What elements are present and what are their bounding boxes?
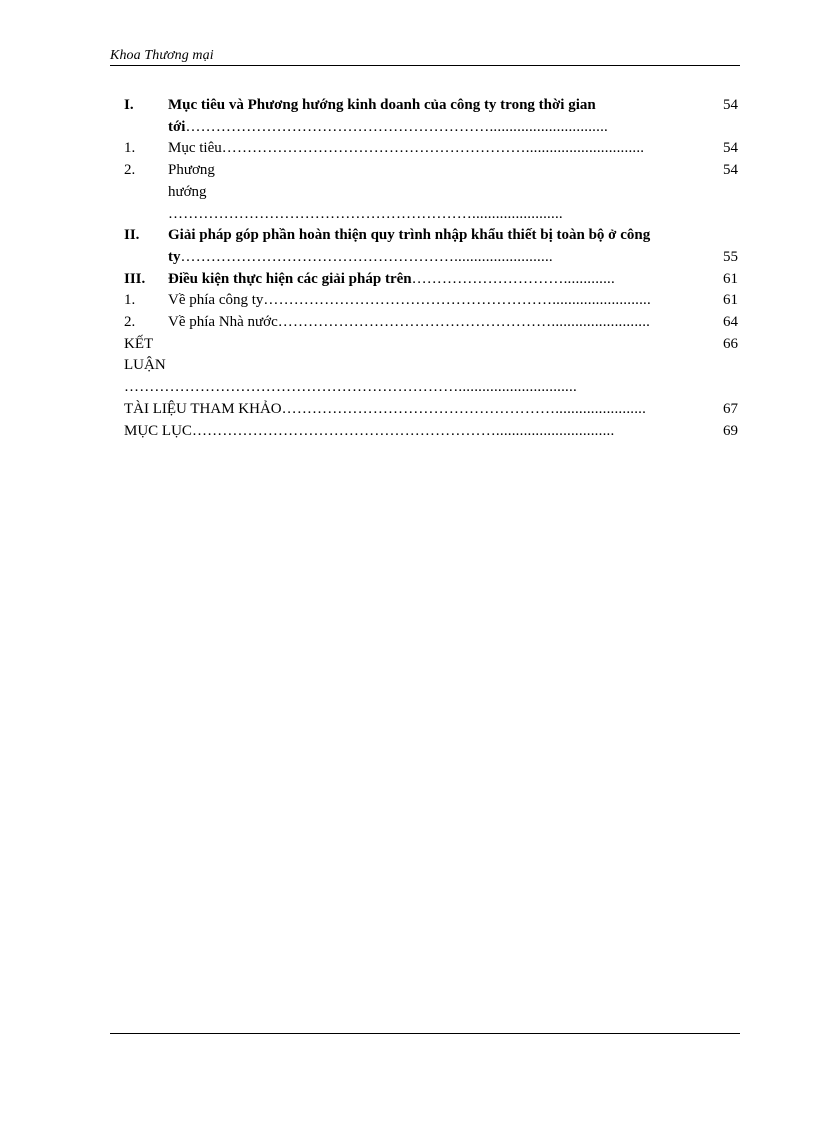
toc-entry-page: 64 <box>723 314 738 331</box>
toc-entry-title <box>168 95 690 138</box>
toc-leader-dots: …………………………………………………….............................. <box>221 140 645 157</box>
toc-leader-dots: …………………………………………………….............................. <box>185 118 608 135</box>
table-of-contents <box>124 95 738 442</box>
toc-entry-title <box>168 225 690 268</box>
toc-entry <box>124 312 738 334</box>
toc-entry <box>124 290 738 312</box>
toc-entry <box>124 269 738 291</box>
toc-entry-text: Giải pháp góp phần hoàn thiện quy trình nhập khẩu thiết bị toàn bộ ở công ty <box>168 227 651 265</box>
toc-entry-number: 2. <box>124 162 136 179</box>
toc-entry-page: 69 <box>723 422 738 439</box>
toc-entry-text: Mục tiêu <box>168 140 222 157</box>
toc-entry <box>124 138 738 160</box>
header-title: Khoa Thương mại <box>110 48 214 63</box>
toc-entry-title <box>124 421 690 443</box>
toc-entry-page: 66 <box>723 335 738 352</box>
toc-entry-page: 54 <box>723 162 738 179</box>
toc-entry <box>124 160 738 225</box>
toc-leader-dots: …………………………………………………......................... <box>263 292 651 309</box>
toc-leader-dots: ………………………………………………....................... <box>281 400 647 417</box>
toc-entry-text: MỤC LỤC <box>124 422 192 439</box>
toc-entry-text: KẾT LUẬN <box>124 335 166 374</box>
toc-entry-title <box>168 160 690 225</box>
toc-entry-number: I. <box>124 97 134 113</box>
toc-entry <box>124 334 738 399</box>
toc-entry-title <box>168 269 690 291</box>
footer-divider <box>110 1033 740 1034</box>
toc-entry-page: 54 <box>723 97 738 113</box>
toc-entry <box>124 95 738 138</box>
toc-entry-text: Về phía Nhà nước <box>168 314 278 331</box>
toc-leader-dots: ……………………………………………………....................... <box>168 205 563 222</box>
toc-entry-title <box>124 399 690 421</box>
toc-entry-number: 1. <box>124 292 136 309</box>
toc-entry-title <box>168 290 690 312</box>
toc-leader-dots: …………………………............. <box>411 270 615 287</box>
toc-entry-number: 1. <box>124 140 136 157</box>
toc-leader-dots: ………………………………………………......................... <box>277 314 651 331</box>
toc-entry-text: Mục tiêu và Phương hướng kinh doanh của công ty trong thời gian tới <box>168 97 596 135</box>
page-header <box>110 46 740 66</box>
toc-entry-page: 55 <box>723 248 738 265</box>
toc-entry-text: Về phía công ty <box>168 292 264 309</box>
toc-entry-text: Phương hướng <box>168 162 215 200</box>
toc-entry-title <box>168 138 690 160</box>
toc-entry <box>124 421 738 443</box>
toc-entry-page: 67 <box>723 400 738 417</box>
toc-entry-page: 61 <box>723 270 738 287</box>
toc-entry-number: III. <box>124 270 146 287</box>
toc-leader-dots: ………………………………………………………….............................. <box>124 379 577 396</box>
toc-leader-dots: …………………………………………………….............................. <box>191 422 615 439</box>
toc-entry-text: TÀI LIỆU THAM KHẢO <box>124 400 282 417</box>
toc-entry-title <box>124 334 690 399</box>
toc-entry-page: 61 <box>723 292 738 309</box>
toc-entry-number: II. <box>124 227 140 244</box>
toc-entry-title <box>168 312 690 334</box>
toc-entry <box>124 399 738 421</box>
toc-entry-page: 54 <box>723 140 738 157</box>
toc-entry-number: 2. <box>124 314 136 331</box>
toc-leader-dots: ………………………………………………......................... <box>180 248 553 265</box>
toc-entry-text: Điều kiện thực hiện các giải pháp trên <box>168 270 412 287</box>
toc-entry <box>124 225 738 268</box>
